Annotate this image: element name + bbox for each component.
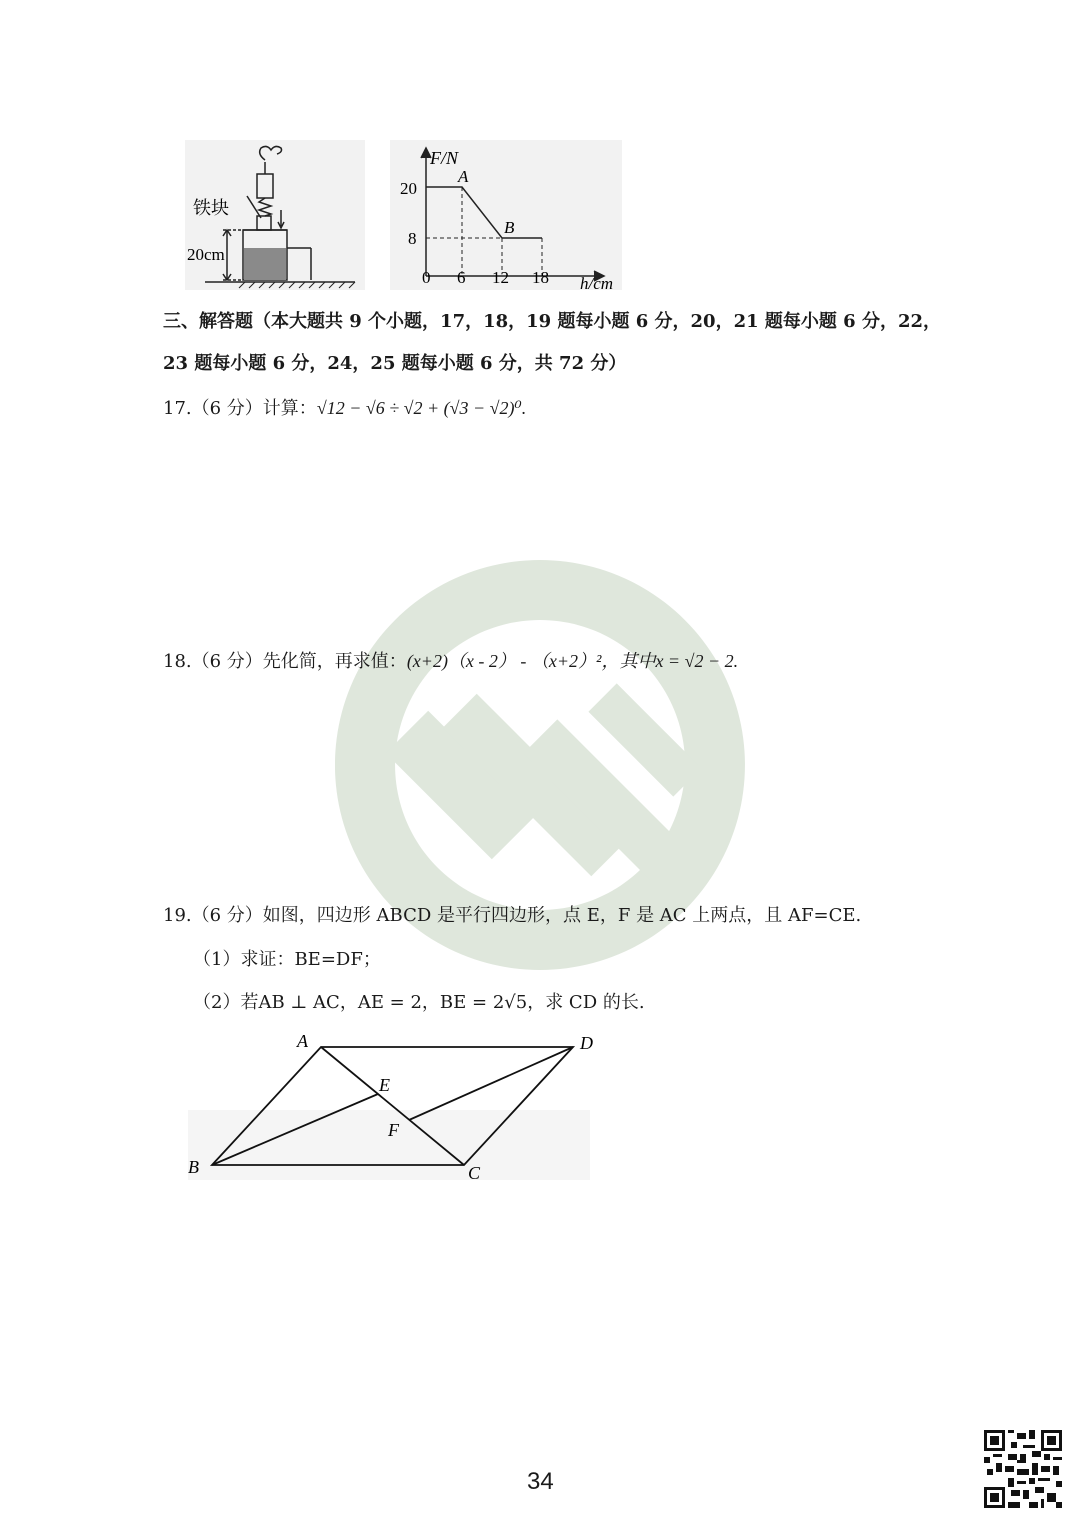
point-e-label: E bbox=[379, 1075, 390, 1095]
section-heading-line1: 三、解答题（本大题共 9 个小题，17，18，19 题每小题 6 分，20，21 题每小题 6 分，22， bbox=[163, 311, 941, 332]
point-b-label: B bbox=[504, 218, 515, 237]
origin-label: 0 bbox=[422, 268, 431, 287]
vertex-c-label: C bbox=[468, 1163, 481, 1183]
iron-block-label: 铁块 bbox=[193, 198, 229, 218]
point-a-label: A bbox=[458, 167, 469, 186]
y-axis-label: F/N bbox=[430, 148, 459, 168]
x-tick-12: 12 bbox=[492, 268, 509, 287]
qr-code-icon[interactable] bbox=[984, 1430, 1062, 1508]
question-17-expression: √12 − √6 ÷ √2 + (√3 − √2)⁰. bbox=[316, 398, 527, 418]
question-18-expression: (x+2)（x - 2） - （x+2）²，其中x = √2 − 2. bbox=[406, 651, 739, 671]
parallelogram-figure bbox=[180, 1025, 610, 1190]
apparatus-figure bbox=[185, 140, 365, 290]
point-f-label: F bbox=[388, 1120, 399, 1140]
page-number: 34 bbox=[527, 1468, 554, 1495]
x-axis-label: h/cm bbox=[580, 274, 614, 290]
vertex-a-label: A bbox=[297, 1031, 308, 1051]
question-19-part2: （2）若AB ⊥ AC，AE = 2，BE = 2√5，求 CD 的长. bbox=[193, 992, 645, 1013]
question-18-prefix: 18.（6 分）先化简，再求值： bbox=[163, 651, 407, 672]
x-tick-18: 18 bbox=[532, 268, 549, 287]
x-tick-6: 6 bbox=[457, 268, 466, 287]
section-heading-line2: 23 题每小题 6 分，24，25 题每小题 6 分，共 72 分） bbox=[163, 353, 627, 374]
force-graph bbox=[390, 140, 630, 290]
question-17-prefix: 17.（6 分）计算： bbox=[163, 398, 317, 419]
vertex-d-label: D bbox=[580, 1033, 593, 1053]
y-tick-20: 20 bbox=[400, 179, 417, 198]
question-17 bbox=[163, 399, 526, 418]
vertex-b-label: B bbox=[188, 1157, 199, 1177]
height-label: 20cm bbox=[187, 245, 225, 264]
question-18 bbox=[163, 652, 738, 671]
y-tick-8: 8 bbox=[408, 229, 417, 248]
question-19-part1: （1）求证：BE=DF； bbox=[193, 949, 381, 970]
question-19-stem: 19.（6 分）如图，四边形 ABCD 是平行四边形，点 E，F 是 AC 上两点，且 AF=CE. bbox=[163, 905, 862, 926]
